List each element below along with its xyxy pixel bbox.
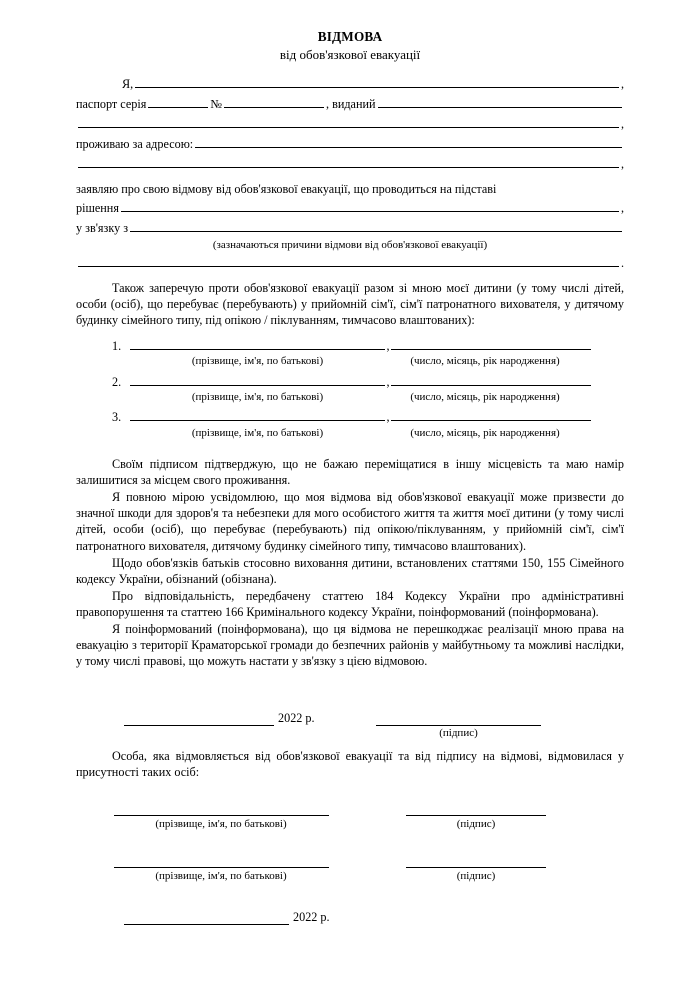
address-continuation-row <box>76 154 624 172</box>
witness-2-name-input-line[interactable] <box>114 854 329 868</box>
name-row-comma: , <box>620 76 624 91</box>
witness-2-name-caption: (прізвище, ім'я, по батькові) <box>155 869 287 882</box>
signature-block <box>376 710 576 741</box>
issued-continuation-row <box>76 114 624 132</box>
name-label: Я, <box>122 76 134 91</box>
child-3-line <box>112 407 624 425</box>
spacer-5 <box>76 670 624 692</box>
paragraph-3: Щодо обов'язків батьків стосовно виховання дитини, встановлених статтями 150, 155 Сімейного кодексу України, обізнаний (обізнана). <box>76 555 624 586</box>
witness-1-sign-input-line[interactable] <box>406 802 546 816</box>
spacer-6 <box>76 741 624 748</box>
spacer-3 <box>76 329 624 336</box>
decision-label: рішення <box>76 201 119 216</box>
declaration-line-1: заявляю про свою відмову від обов'язкової евакуації, що проводиться на підставі <box>76 182 497 197</box>
reason-label: у зв'язку з <box>76 221 129 236</box>
issued-row-comma: , <box>620 116 624 131</box>
address-input-line[interactable] <box>195 134 622 148</box>
child-2-name-caption: (прізвище, ім'я, по батькові) <box>191 390 324 403</box>
date-year: 2022 р. <box>278 711 315 726</box>
final-date-year: 2022 р. <box>293 910 330 925</box>
spacer-2 <box>76 273 624 280</box>
address-label: проживаю за адресою: <box>76 136 194 151</box>
child-2-birthdate-caption: (число, місяць, рік народження) <box>410 390 560 403</box>
witness-1-name-block <box>76 802 366 832</box>
witness-row-2 <box>76 854 624 884</box>
child-1-captions <box>112 354 624 369</box>
date-input-line[interactable] <box>124 712 274 726</box>
reason-continuation-row <box>76 253 624 271</box>
reason-caption: (зазначаються причини відмови від обов'язкової евакуації) <box>212 239 488 252</box>
signature-caption: (підпис) <box>439 727 478 740</box>
witness-2-name-block <box>76 854 366 884</box>
child-1-birthdate-input-line[interactable] <box>391 336 591 350</box>
child-3-birthdate-caption: (число, місяць, рік народження) <box>410 426 560 439</box>
date-block <box>76 710 376 741</box>
reason-row <box>76 218 624 236</box>
name-input-line[interactable] <box>135 74 619 88</box>
child-3-birthdate-input-line[interactable] <box>391 407 591 421</box>
child-1-name-input-line[interactable] <box>130 336 385 350</box>
issued-by-input-line[interactable] <box>378 94 622 108</box>
witness-2-sign-input-line[interactable] <box>406 854 546 868</box>
child-entry-3 <box>112 407 624 440</box>
name-row <box>76 74 624 92</box>
issued-by-input-line-2[interactable] <box>78 114 619 128</box>
paragraph-1: Своїм підписом підтверджую, що не бажаю переміщатися в іншу місцевість та маю намір залишитися за місцем свого проживання. <box>76 457 624 488</box>
child-2-number: 2. <box>112 374 122 389</box>
reason-input-line[interactable] <box>130 218 622 232</box>
witness-1-sign-caption: (підпис) <box>456 818 496 831</box>
decision-input-line[interactable] <box>121 198 619 212</box>
child-1-line <box>112 336 624 354</box>
address-input-line-2[interactable] <box>78 154 619 168</box>
witness-1-sign-block <box>366 802 586 832</box>
child-3-number: 3. <box>112 410 122 425</box>
witness-1-name-caption: (прізвище, ім'я, по батькові) <box>155 818 287 831</box>
witness-row-1 <box>76 802 624 832</box>
paragraph-2: Я повною мірою усвідомлюю, що моя відмова від обов'язкової евакуації може призвести до значної шкоди для здоров'я та небезпеки для мого особистого життя та життя моєї дитини (у тому числі дітей, особи (осіб), що перебуває (перебувають) під опікою/піклуванням, у прийомній сім'ї, сім'ї патронатного вихователя, дитячому будинку сімейного типу, тимчасово влаштованих). <box>76 490 624 553</box>
child-2-birthdate-input-line[interactable] <box>391 372 591 386</box>
spacer-4 <box>76 443 624 456</box>
decision-row-comma: , <box>620 201 624 216</box>
passport-number-input-line[interactable] <box>224 94 324 108</box>
child-3-comma: , <box>386 410 390 425</box>
date-line-wrap <box>76 710 376 726</box>
paragraph-4: Про відповідальність, передбачену статтею 184 Кодексу України про адміністративні правопорушення та статтею 166 Кримінального кодексу України, поінформований (поінформована). <box>76 588 624 619</box>
passport-number-label: № <box>210 96 222 111</box>
signature-input-line[interactable] <box>376 712 541 726</box>
child-entry-2 <box>112 372 624 405</box>
child-3-name-input-line[interactable] <box>130 407 385 421</box>
witness-2-sign-caption: (підпис) <box>456 869 496 882</box>
address-row <box>76 134 624 152</box>
child-1-comma: , <box>386 339 390 354</box>
witness-2-sign-block <box>366 854 586 884</box>
issued-label: , виданий <box>325 96 376 111</box>
child-1-name-caption: (прізвище, ім'я, по батькові) <box>191 355 324 368</box>
decision-row <box>76 198 624 216</box>
child-2-name-input-line[interactable] <box>130 372 385 386</box>
reason-row-period: . <box>620 255 624 270</box>
paragraph-5: Я поінформований (поінформована), що ця відмова не перешкоджає реалізації мною права на евакуацію з території Краматорської громади до безпечних районів у майбутньому та можливі наслідки, у тому числі правові, що можуть настати у зв'язку з цією відмовою. <box>76 621 624 669</box>
refusal-statement-paragraph: Особа, яка відмовляється від обов'язкової евакуації та від підпису на відмові, відмовилася у присутності таких осіб: <box>76 748 624 779</box>
spacer-1 <box>76 174 624 181</box>
signature-row <box>76 710 624 741</box>
child-2-comma: , <box>386 374 390 389</box>
final-date-input-line[interactable] <box>124 911 289 925</box>
child-entry-1 <box>112 336 624 369</box>
child-3-captions <box>112 426 624 441</box>
child-2-line <box>112 372 624 390</box>
child-3-name-caption: (прізвище, ім'я, по батькові) <box>191 426 324 439</box>
reason-input-line-2[interactable] <box>78 253 619 267</box>
children-intro-paragraph: Також заперечую проти обов'язкової евакуації разом зі мною моєї дитини (у тому числі дітей, особи (осіб), що перебуває (перебувають) у прийомній сім'ї, сім'ї патронатного вихователя, у дитячому будинку сімейного типу, під опікою / піклуванням, тимчасово влаштованих): <box>76 280 624 328</box>
child-1-birthdate-caption: (число, місяць, рік народження) <box>410 355 560 368</box>
page-title: ВІДМОВА <box>317 29 383 44</box>
passport-row <box>76 94 624 112</box>
passport-series-input-line[interactable] <box>148 94 208 108</box>
address-row-comma: , <box>620 156 624 171</box>
child-2-captions <box>112 390 624 405</box>
child-1-number: 1. <box>112 339 122 354</box>
final-date-row <box>124 909 624 925</box>
passport-label: паспорт серія <box>76 96 147 111</box>
witness-1-name-input-line[interactable] <box>114 802 329 816</box>
page-subtitle: від обов'язкової евакуації <box>279 47 421 63</box>
